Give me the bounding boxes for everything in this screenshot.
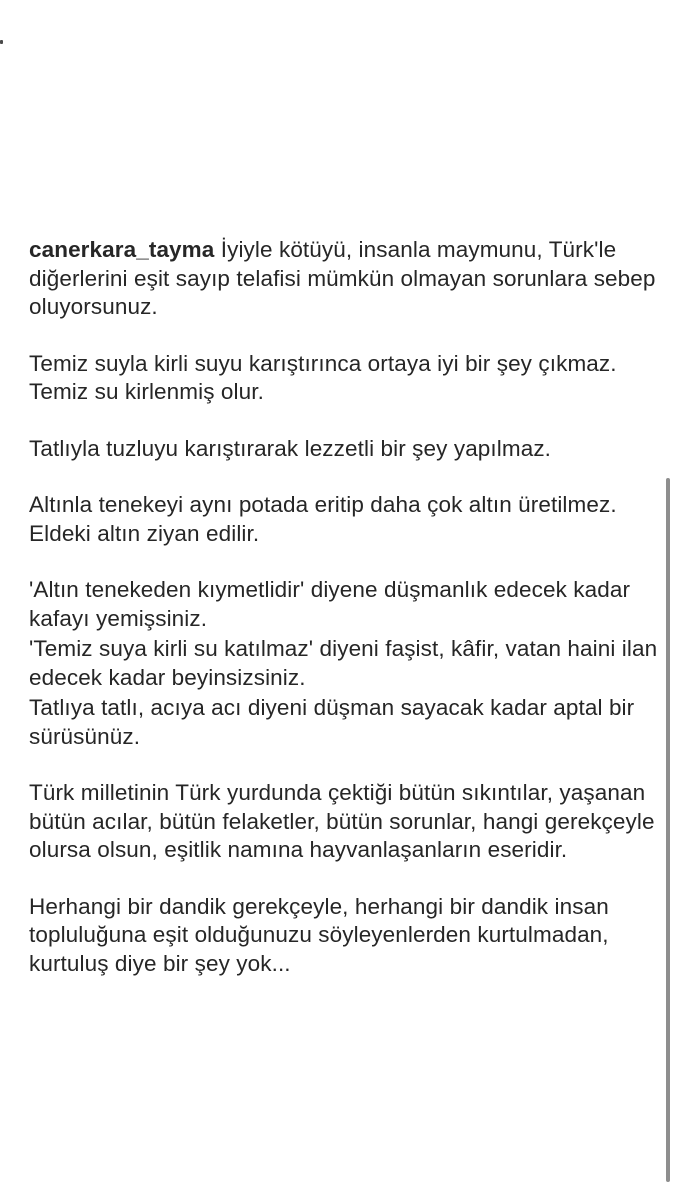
username-link[interactable]: canerkara_tayma bbox=[29, 237, 215, 262]
caption-paragraph: Altınla tenekeyi aynı potada eritip daha çok altın üretilmez. Eldeki altın ziyan edilir. bbox=[29, 492, 617, 546]
scrollbar[interactable] bbox=[666, 478, 670, 1182]
caption-paragraph: Tatlıyla tuzluyu karıştırarak lezzetli bir şey yapılmaz. bbox=[29, 435, 552, 461]
caption-paragraph: Temiz suyla kirli suyu karıştırınca ortaya iyi bir şey çıkmaz. Temiz su kirlenmiş olur. bbox=[29, 350, 617, 404]
post-caption bbox=[29, 236, 659, 978]
caption-paragraph: 'Temiz suya kirli su katılmaz' diyeni faşist, kâfir, vatan haini ilan edecek kadar beyinsizsiniz. bbox=[29, 636, 658, 690]
caption-first-paragraph bbox=[29, 236, 659, 322]
caption-paragraph: 'Altın tenekeden kıymetlidir' diyene düşmanlık edecek kadar kafayı yemişsiniz. bbox=[29, 577, 631, 631]
caption-text: İyiyle kötüyü, insanla maymunu, Türk'le diğerlerini eşit sayıp telafisi mümkün olmayan sorunlara sebep oluyorsunuz. bbox=[29, 237, 656, 319]
caption-paragraph: Türk milletinin Türk yurdunda çektiği bütün sıkıntılar, yaşanan bütün acılar, bütün felaketler, bütün sorunlar, hangi gerekçeyle olursa olsun, eşitlik namına hayvanlaşanların eseridir. bbox=[29, 780, 655, 862]
edge-mark bbox=[0, 40, 3, 44]
caption-paragraph: Herhangi bir dandik gerekçeyle, herhangi bir dandik insan topluluğuna eşit olduğunuzu söyleyenlerden kurtulmadan, kurtuluş diye bir şey yok... bbox=[29, 893, 609, 976]
caption-paragraph: Tatlıya tatlı, acıya acı diyeni düşman sayacak kadar aptal bir sürüsünüz. bbox=[29, 695, 635, 749]
